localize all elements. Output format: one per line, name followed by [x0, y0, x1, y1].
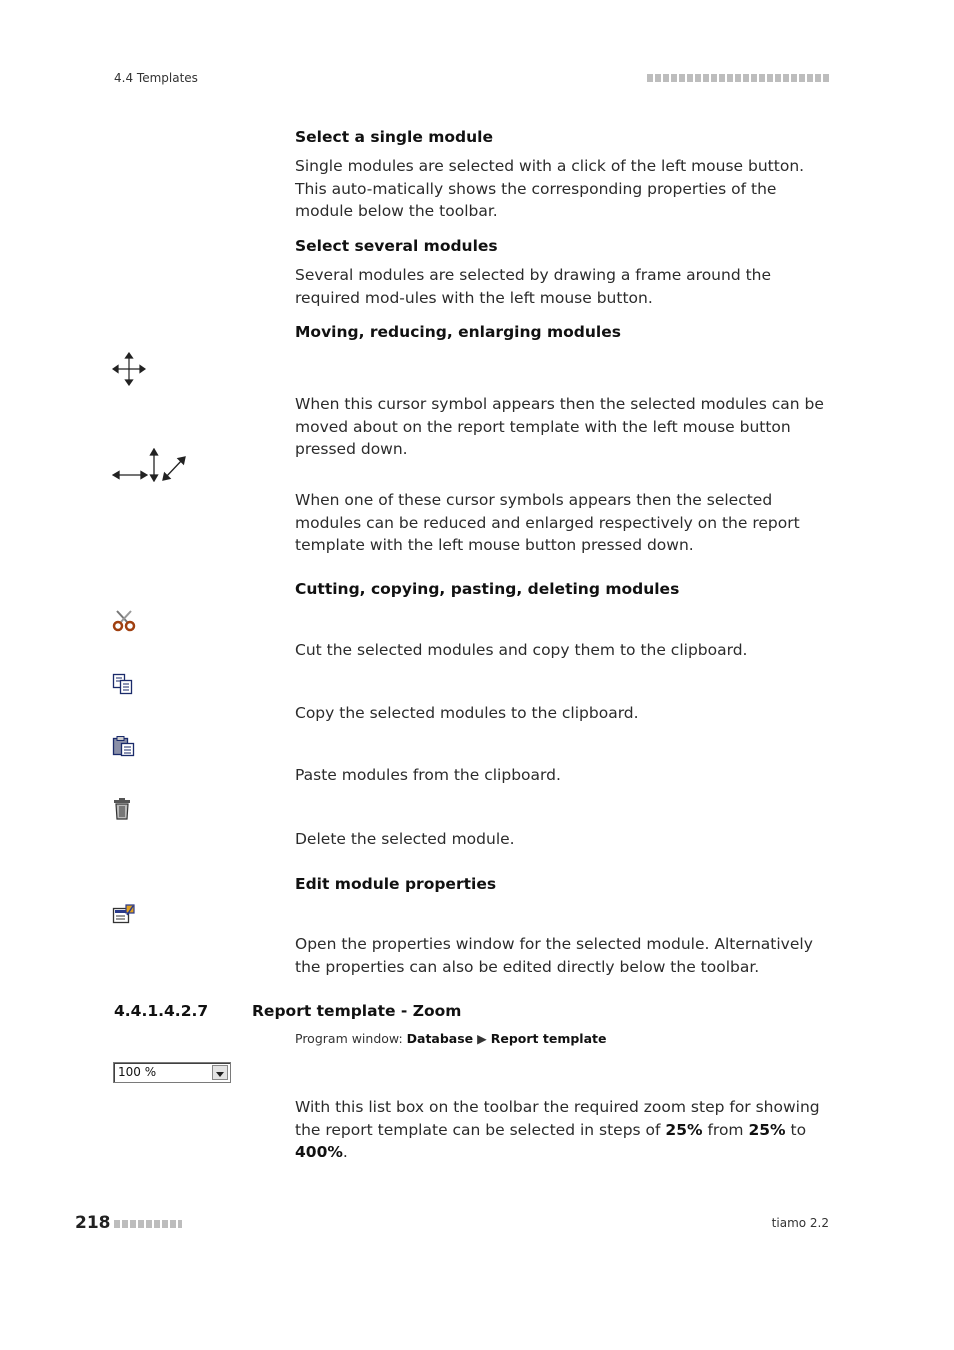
zoom-step-value: 25% — [665, 1120, 703, 1139]
zoom-text-part-1: With this list box on the toolbar the required zoom step for showing the report template can be selected in steps of — [295, 1098, 820, 1139]
trash-icon — [113, 797, 131, 821]
zoom-text-part-2: from — [702, 1120, 749, 1139]
zoom-max-value: 400% — [295, 1143, 343, 1161]
text-cut: Cut the selected modules and copy them to the clipboard. — [295, 641, 748, 659]
program-window-label: Program window: — [295, 1031, 407, 1046]
text-select-several: Several modules are selected by drawing a frame around the required mod-ules with the left mouse button. — [295, 266, 772, 307]
footer-product: tiamo 2.2 — [771, 1216, 829, 1230]
scissors-icon — [112, 608, 136, 632]
copy-icon — [112, 673, 134, 695]
paste-icon — [112, 735, 136, 757]
text-resize: When one of these cursor symbols appears then the selected modules can be reduced and enlarged respectively on the report template with the left mouse button pressed down. — [295, 491, 800, 554]
path-report-template: Report template — [490, 1031, 607, 1046]
footer-decoration — [114, 1220, 182, 1228]
zoom-min-value: 25% — [748, 1120, 786, 1139]
path-separator: ▶ — [473, 1031, 491, 1046]
zoom-text-part-3: to — [785, 1120, 807, 1139]
heading-moving: Moving, reducing, enlarging modules — [295, 323, 621, 341]
page-number: 218 — [75, 1213, 111, 1233]
heading-clipboard: Cutting, copying, pasting, deleting modules — [295, 580, 680, 598]
text-delete: Delete the selected module. — [295, 830, 515, 848]
text-paste: Paste modules from the clipboard. — [295, 766, 561, 784]
zoom-select-value: 100 % — [118, 1065, 157, 1079]
move-cursor-icon — [112, 352, 146, 386]
path-database: Database — [406, 1031, 474, 1046]
zoom-dropdown-button[interactable] — [212, 1065, 228, 1080]
text-select-single: Single modules are selected with a click of the left mouse button. This auto-matically shows the corresponding properties of the module below the toolbar. — [295, 157, 805, 220]
header-decoration — [647, 74, 829, 82]
section-title: Report template - Zoom — [252, 1002, 462, 1020]
zoom-text-part-4: . — [342, 1143, 348, 1161]
section-number: 4.4.1.4.2.7 — [114, 1002, 209, 1020]
resize-diagonal-icon — [161, 454, 187, 482]
heading-select-several: Select several modules — [295, 237, 498, 255]
running-header: 4.4 Templates — [114, 71, 198, 85]
heading-edit-properties: Edit module properties — [295, 875, 497, 893]
text-copy: Copy the selected modules to the clipboard. — [295, 704, 639, 722]
dropdown-arrow-icon — [213, 1068, 227, 1081]
properties-icon — [112, 903, 136, 925]
text-move: When this cursor symbol appears then the selected modules can be moved about on the report template with the left mouse button pressed down. — [295, 395, 824, 458]
program-window-path — [295, 1031, 606, 1046]
text-zoom — [295, 1096, 835, 1164]
zoom-select[interactable] — [113, 1062, 231, 1083]
text-edit-properties: Open the properties window for the selected module. Alternatively the properties can also be edited directly below the toolbar. — [295, 935, 813, 976]
heading-select-single: Select a single module — [295, 128, 493, 146]
resize-horizontal-icon — [112, 449, 148, 481]
